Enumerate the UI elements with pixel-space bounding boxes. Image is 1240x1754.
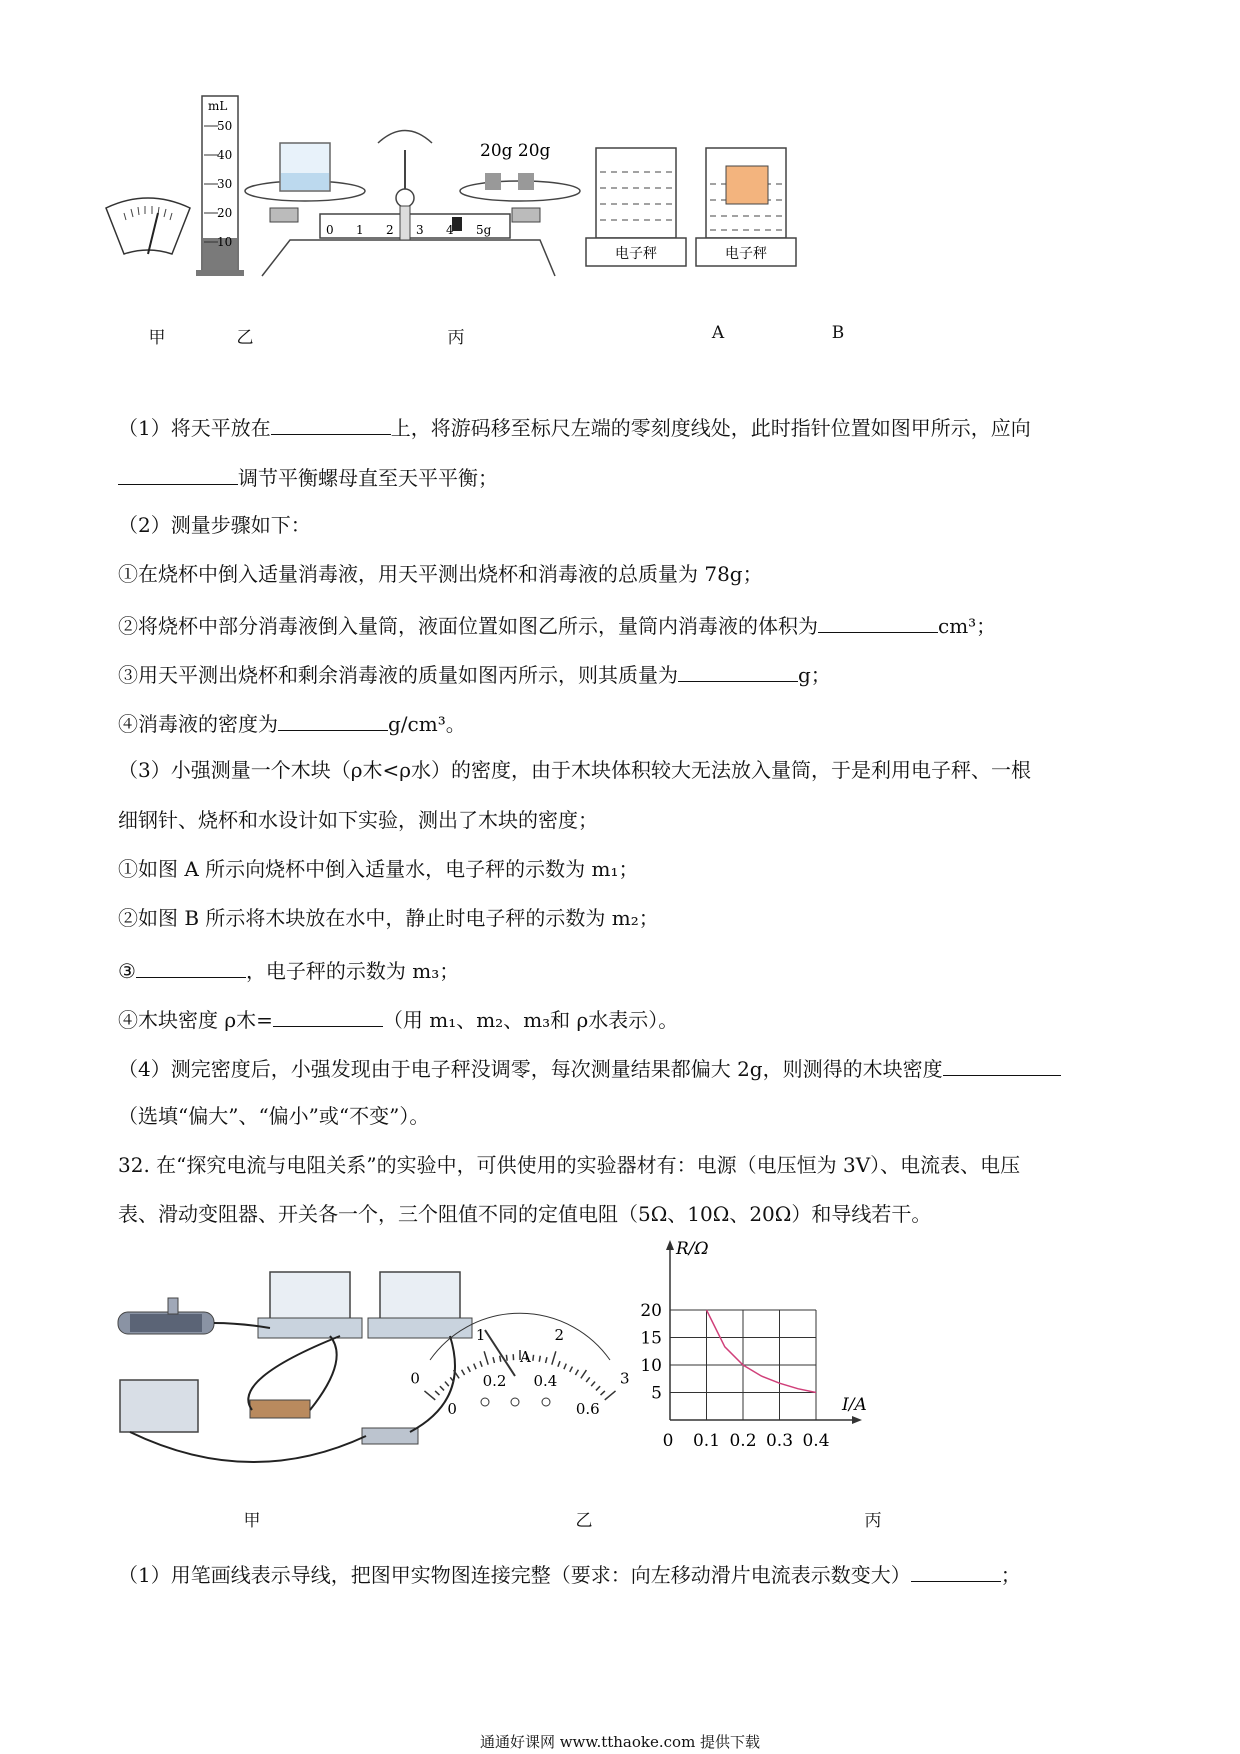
figure-top <box>100 88 920 323</box>
dial-tick <box>462 1370 465 1375</box>
text-line <box>118 1201 931 1227</box>
text-segment: ③ <box>118 959 136 983</box>
dial-tick <box>552 1351 556 1364</box>
dial-tick <box>424 1391 435 1400</box>
dial-tick <box>506 1355 507 1361</box>
ruler-tick-label: 3 <box>416 223 424 237</box>
cylinder-tick-label: 30 <box>217 177 233 191</box>
dial-tick <box>474 1364 476 1370</box>
text-segment: g； <box>798 663 831 687</box>
cylinder-tick-label: 40 <box>217 148 233 162</box>
x-tick-label: 0.4 <box>802 1431 830 1451</box>
caption-circuit: 甲 <box>243 1511 261 1531</box>
svg-text:A: A <box>520 1348 531 1366</box>
measuring-cylinder <box>196 96 244 276</box>
dial-outer-label: 2 <box>554 1325 565 1344</box>
ruler-tick-label: 4 <box>446 223 454 237</box>
text-segment: g/cm³。 <box>388 712 466 736</box>
dial-tick <box>546 1357 547 1363</box>
text-segment: 调节平衡螺母直至天平平衡； <box>238 466 498 490</box>
balance-dial-figure <box>106 198 190 254</box>
text-segment: ； <box>1000 1563 1021 1587</box>
text-line <box>118 659 831 688</box>
text-segment: ①在烧杯中倒入适量消毒液，用天平测出烧杯和消毒液的总质量为 78g； <box>118 562 763 586</box>
dial-tick <box>575 1370 578 1375</box>
text-segment: （2）测量步骤如下： <box>118 513 311 537</box>
answer-blank <box>271 412 391 435</box>
balance-figure <box>245 131 580 277</box>
cylinder-tick-label: 20 <box>217 206 233 220</box>
text-segment: ，电子秤的示数为 m₃； <box>245 959 460 983</box>
dial-tick <box>480 1361 482 1367</box>
caption-bing: 丙 <box>447 328 465 348</box>
ruler-tick-label: 1 <box>356 223 364 237</box>
answer-blank <box>136 955 246 978</box>
text-line <box>118 807 598 833</box>
answer-blank <box>818 610 938 633</box>
answer-blank <box>278 708 388 731</box>
caption-b: B <box>831 323 845 343</box>
text-segment: （4）测完密度后，小强发现由于电子秤没调零，每次测量结果都偏大 2g，则测得的木块密度 <box>118 1057 943 1081</box>
answer-blank <box>118 462 238 485</box>
text-line <box>118 412 1031 441</box>
answer-blank <box>943 1053 1061 1076</box>
text-segment: 表、滑动变阻器、开关各一个，三个阻值不同的定值电阻（5Ω、10Ω、20Ω）和导线若干。 <box>118 1202 932 1226</box>
text-line <box>118 1004 678 1033</box>
text-segment: ④消毒液的密度为 <box>118 712 278 736</box>
text-segment: cm³； <box>938 614 997 638</box>
dial-tick <box>539 1356 540 1362</box>
svg-text:电子秤: 电子秤 <box>725 246 767 262</box>
text-segment: 32. 在“探究电流与电阻关系”的实验中，可供使用的实验器材有：电源（电压恒为 3V）、电流表、电压 <box>118 1153 1021 1177</box>
dial-tick <box>468 1367 471 1372</box>
dial-outer-label: 0 <box>410 1369 420 1388</box>
text-line <box>118 1103 429 1129</box>
answer-blank <box>678 659 798 682</box>
text-line <box>118 462 498 491</box>
question-32-1 <box>118 1559 1021 1588</box>
cylinder-tick-label: 10 <box>217 235 233 249</box>
electronic-scale-b <box>696 148 796 266</box>
electronic-scale-a <box>586 148 686 266</box>
dial-tick <box>570 1367 573 1372</box>
svg-text:I/A: I/A <box>842 1395 867 1415</box>
text-line <box>118 512 311 538</box>
dial-inner-label: 0 <box>447 1399 457 1418</box>
svg-text:R/Ω: R/Ω <box>676 1240 709 1259</box>
dial-inner-label: 0.6 <box>575 1399 600 1418</box>
dial-tick <box>564 1364 566 1370</box>
svg-text:电子秤: 电子秤 <box>615 246 657 262</box>
dial-tick <box>493 1357 494 1363</box>
dial-tick <box>558 1361 560 1367</box>
answer-blank <box>911 1559 1001 1582</box>
svg-text:20g 20g: 20g 20g <box>480 141 551 161</box>
text-line <box>118 955 459 984</box>
text-line <box>118 1053 1061 1082</box>
text-segment: ④木块密度 ρ木= <box>118 1008 273 1032</box>
y-tick-label: 10 <box>640 1356 662 1376</box>
ruler-tick-label: 0 <box>326 223 334 237</box>
dial-outer-label: 1 <box>475 1325 486 1344</box>
text-line <box>118 856 639 882</box>
text-line <box>118 1152 1020 1178</box>
text-segment: ②将烧杯中部分消毒液倒入量筒，液面位置如图乙所示，量筒内消毒液的体积为 <box>118 614 818 638</box>
answer-blank <box>273 1004 383 1027</box>
caption-graph: 丙 <box>864 1511 882 1531</box>
text-line <box>118 757 1031 783</box>
caption-jia: 甲 <box>148 328 166 348</box>
x-tick-label: 0.3 <box>765 1431 794 1451</box>
dial-inner-label: 0.2 <box>482 1371 507 1390</box>
x-tick-label: 0.2 <box>729 1431 757 1451</box>
cylinder-tick-label: 50 <box>217 119 233 133</box>
r-vs-i-graph <box>640 1240 866 1451</box>
dial-tick <box>500 1356 501 1362</box>
dial-outer-label: 3 <box>620 1369 630 1388</box>
dial-tick <box>586 1377 590 1382</box>
text-segment: （选填“偏大”、“偏小”或“不变”）。 <box>118 1104 430 1128</box>
r-vs-i-curve <box>707 1310 817 1393</box>
x-tick-label: 0 <box>662 1431 674 1451</box>
x-tick-label: 0.1 <box>692 1431 721 1451</box>
caption-yi: 乙 <box>236 328 254 348</box>
text-line <box>118 610 996 639</box>
text-segment: ③用天平测出烧杯和剩余消毒液的质量如图丙所示，则其质量为 <box>118 663 678 687</box>
ruler-tick-label: 2 <box>386 223 394 237</box>
dial-tick <box>596 1386 600 1390</box>
ruler-tick-label: 5g <box>476 223 492 237</box>
footer: 通通好课网 www.tthaoke.com 提供下载 <box>479 1733 761 1751</box>
text-segment: ②如图 B 所示将木块放在水中，静止时电子秤的示数为 m₂； <box>118 906 659 930</box>
dial-tick <box>581 1370 587 1378</box>
y-tick-label: 15 <box>640 1328 662 1349</box>
dial-tick <box>591 1382 595 1387</box>
text-segment: （1）将天平放在 <box>118 416 271 440</box>
caption-ammeter: 乙 <box>575 1511 593 1531</box>
dial-tick <box>445 1382 449 1387</box>
y-tick-label: 20 <box>640 1301 662 1321</box>
y-tick-label: 5 <box>651 1383 662 1404</box>
text-segment: ①如图 A 所示向烧杯中倒入适量水，电子秤的示数为 m₁； <box>118 857 639 881</box>
text-segment: （1）用笔画线表示导线，把图甲实物图连接完整（要求：向左移动滑片电流表示数变大） <box>118 1563 911 1587</box>
dial-tick <box>533 1355 534 1361</box>
dial-inner-label: 0.4 <box>533 1371 558 1390</box>
dial-tick <box>601 1391 605 1395</box>
caption-a: A <box>711 323 725 343</box>
svg-text:mL: mL <box>208 99 228 113</box>
text-segment: （用 m₁、m₂、m₃和 ρ水表示）。 <box>382 1008 679 1032</box>
text-segment: 上，将游码移至标尺左端的零刻度线处，此时指针位置如图甲所示，应向 <box>390 416 1031 440</box>
figure-bottom <box>110 1240 970 1480</box>
text-line <box>118 561 763 587</box>
text-line <box>118 905 659 931</box>
dial-tick <box>435 1391 439 1395</box>
dial-tick <box>484 1351 488 1364</box>
dial-tick <box>440 1386 444 1390</box>
text-segment: （3）小强测量一个木块（ρ木<ρ水）的密度，由于木块体积较大无法放入量筒，于是利用电子秤、一根 <box>118 758 1031 782</box>
text-segment: 细钢针、烧杯和水设计如下实验，测出了木块的密度； <box>118 808 598 832</box>
dial-tick <box>605 1391 616 1400</box>
circuit-figure <box>118 1272 472 1462</box>
text-line <box>118 708 466 737</box>
